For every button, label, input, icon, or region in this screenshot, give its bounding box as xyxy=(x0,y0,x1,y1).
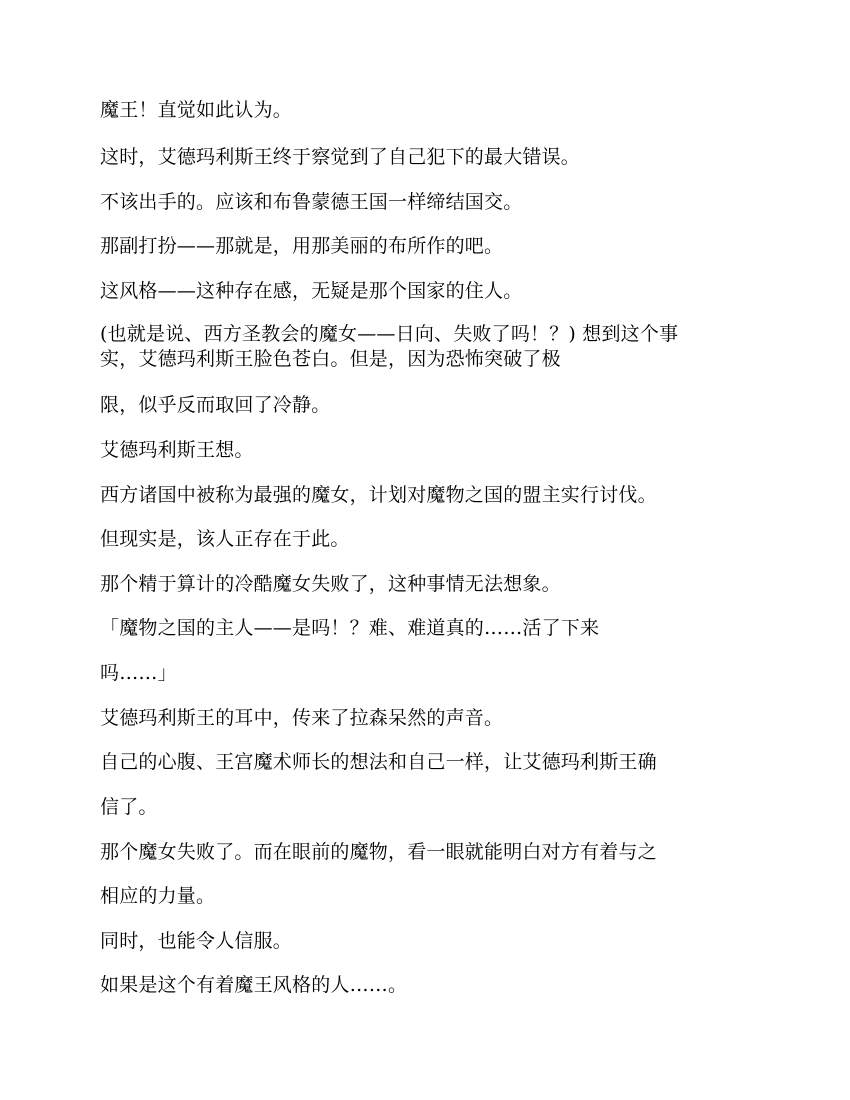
paragraph-line: 那个精于算计的冷酷魔女失败了，这种事情无法想象。 xyxy=(100,573,561,595)
paragraph-line: 相应的力量。 xyxy=(100,885,216,907)
paragraph-line: 实，艾德玛利斯王脸色苍白。但是，因为恐怖突破了极 xyxy=(100,348,561,370)
paragraph-line: 那副打扮——那就是，用那美丽的布所作的吧。 xyxy=(100,235,504,257)
paragraph-line: 限，似乎反而取回了冷静。 xyxy=(100,394,331,416)
paragraph-line: 信了。 xyxy=(100,796,158,818)
paragraph-line: 艾德玛利斯王想。 xyxy=(100,439,254,461)
paragraph-line: 那个魔女失败了。而在眼前的魔物，看一眼就能明白对方有着与之 xyxy=(100,841,657,863)
paragraph-line: 吗……」 xyxy=(100,662,177,684)
paragraph-line: 西方诸国中被称为最强的魔女，计划对魔物之国的盟主实行讨伐。 xyxy=(100,484,657,506)
paragraph-line: 艾德玛利斯王的耳中，传来了拉森呆然的声音。 xyxy=(100,707,504,729)
paragraph-line: 但现实是，该人正存在于此。 xyxy=(100,528,350,550)
paragraph-line: 这时，艾德玛利斯王终于察觉到了自己犯下的最大错误。 xyxy=(100,146,581,168)
paragraph-line: 不该出手的。应该和布鲁蒙德王国一样缔结国交。 xyxy=(100,191,523,213)
paragraph-line: 魔王！直觉如此认为。 xyxy=(100,99,293,121)
paragraph-line: 自己的心腹、王宫魔术师长的想法和自己一样，让艾德玛利斯王确 xyxy=(100,751,657,773)
paragraph-line: 同时，也能令人信服。 xyxy=(100,930,293,952)
paragraph-line: 这风格——这种存在感，无疑是那个国家的住人。 xyxy=(100,280,523,302)
paragraph-line: 「魔物之国的主人——是吗！？难、难道真的……活了下来 xyxy=(100,617,600,639)
paragraph-line: (也就是说、西方圣教会的魔女——日向、失败了吗！？) 想到这个事 xyxy=(100,323,679,345)
paragraph-line: 如果是这个有着魔王风格的人……。 xyxy=(100,974,408,996)
